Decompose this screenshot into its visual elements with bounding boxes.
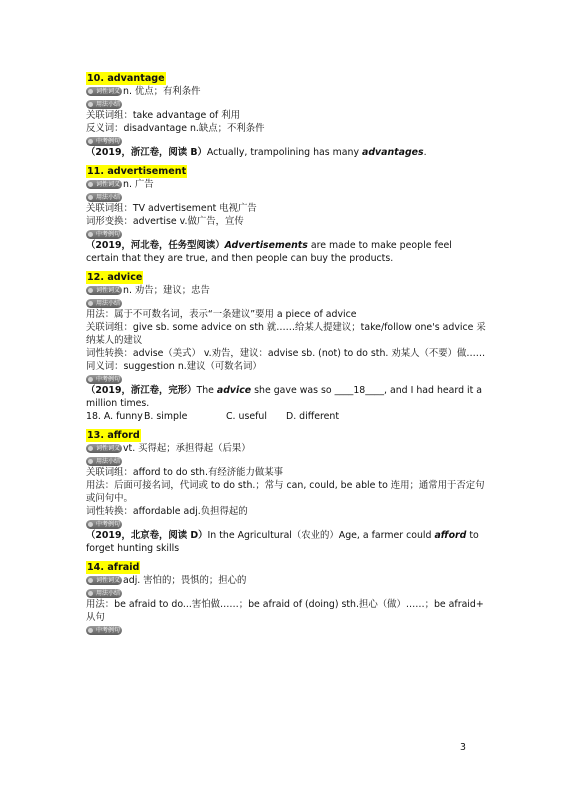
entry-line: 用法：属于不可数名词，表示“一条建议”要用 a piece of advice [86,309,357,320]
usage-tag-icon: 用法小结 [86,457,122,466]
entry-line: 用法：be afraid to do...害怕做……；be afraid of (doing) sth.担心（做）……；be afraid+ 从句 [86,599,484,623]
exam-example: （2019，河北卷，任务型阅读）Advertisements are made to make people feel certain that they are true, and then people can buy the products. [86,240,452,264]
page-number: 3 [460,742,466,753]
entry-afraid [86,555,486,635]
entry-line: 关联词组：afford to do sth.有经济能力做某事 [86,467,283,478]
usage-tag-icon: 用法小结 [86,100,122,109]
entry-line: 同义词：suggestion n.建议（可数名词） [86,361,262,372]
entry-afford [86,423,486,555]
exam-tag-icon: 中考例句 [86,375,122,384]
exam-example: （2019，浙江卷，阅读 B）Actually, trampolining has many advantages. [86,147,427,158]
exam-tag-icon: 中考例句 [86,230,122,239]
entry-line: 词性转换：affordable adj.负担得起的 [86,506,248,517]
entry-line: 用法：后面可接名词，代词或 to do sth.；常与 can, could, be able to 连用；通常用于否定句或问句中。 [86,480,485,504]
usage-tag-icon: 用法小结 [86,193,122,202]
entry-meaning: n. 优点；有利条件 [123,86,201,97]
usage-tag-icon: 用法小结 [86,589,122,598]
pos-tag-icon: 词性词义 [86,180,122,189]
pos-tag-icon: 词性词义 [86,87,122,96]
entry-meaning: n. 劝告；建议；忠告 [123,285,210,296]
entry-line: 关联词组：TV advertisement 电视广告 [86,203,257,214]
entry-meaning: n. 广告 [123,179,154,190]
entry-heading: 14. afraid [87,562,140,573]
entry-meaning: adj. 害怕的；畏惧的；担心的 [123,575,247,586]
entry-line: 反义词：disadvantage n.缺点；不利条件 [86,123,265,134]
entry-heading: 11. advertisement [87,166,187,177]
entry-line: 关联词组：take advantage of 利用 [86,110,240,121]
pos-tag-icon: 词性词义 [86,444,122,453]
option-b: B. simple [144,411,188,422]
entry-line: 词形变换：advertise v.做广告，宣传 [86,216,244,227]
vocabulary-page [86,66,486,635]
entry-advantage [86,66,486,159]
pos-tag-icon: 词性词义 [86,576,122,585]
entry-line: 词性转换：advise（美式） v.劝告，建议：advise sb. (not) to do sth. 劝某人（不要）做…… [86,348,486,359]
pos-tag-icon: 词性词义 [86,286,122,295]
exam-example: （2019，浙江卷，完形）The advice she gave was so ____18____, and I had heard it a million times. [86,385,483,409]
entry-advice [86,265,486,423]
exam-tag-icon: 中考例句 [86,137,122,146]
exam-tag-icon: 中考例句 [86,520,122,529]
entry-heading: 10. advantage [87,73,165,84]
entry-advertisement [86,159,486,265]
exam-example: （2019，北京卷，阅读 D）In the Agricultural（农业的）Age, a farmer could afford to forget hunting skills [86,530,479,554]
option-c: C. useful [226,411,267,422]
entry-heading: 12. advice [87,272,143,283]
exam-tag-icon: 中考例句 [86,626,122,635]
usage-tag-icon: 用法小结 [86,299,122,308]
entry-heading: 13. afford [87,430,140,441]
option-a: 18. A. funny [86,411,143,422]
answer-options [86,410,486,423]
option-d: D. different [286,411,339,422]
entry-meaning: vt. 买得起；承担得起（后果） [123,443,251,454]
entry-line: 关联词组：give sb. some advice on sth 就……给某人提建议；take/follow one's advice 采纳某人的建议 [86,322,486,346]
